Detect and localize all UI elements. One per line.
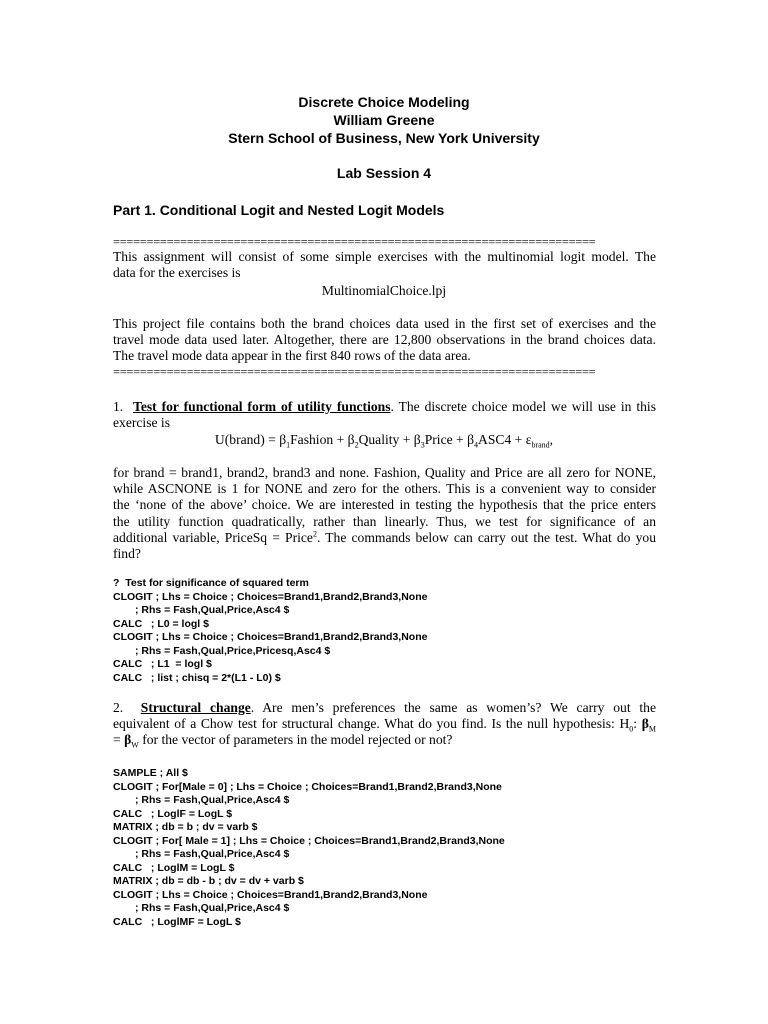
intro-line-1: This assignment will consist of some simple exercises with the multinomial logit model. The [113, 249, 656, 264]
title-block [0, 93, 768, 147]
project-line-2: travel mode data used later. Altogether, there are 12,800 observations in the brand choices data. [113, 332, 656, 348]
q1-body-line-5 [113, 530, 656, 546]
code-line: CALC ; list ; chisq = 2*(L1 - L0) $ [113, 671, 281, 684]
code-line: CLOGIT ; Lhs = Choice ; Choices=Brand1,Brand2,Brand3,None [113, 590, 428, 603]
code-line: MATRIX ; db = b ; dv = varb $ [113, 821, 258, 833]
q1-body-line-6: find? [113, 546, 141, 562]
q1-body-line-2: while ASCNONE is 1 for NONE and zero for the others. This is a convenient way to consider [113, 481, 656, 497]
code-line: CLOGIT ; Lhs = Choice ; Choices=Brand1,Brand2,Brand3,None [113, 631, 428, 643]
author-name: William Greene [333, 112, 435, 128]
eq-sub-2: 2 [354, 440, 359, 450]
eq-sub-3: 3 [420, 440, 425, 450]
institution-name: Stern School of Business, New York University [228, 130, 540, 146]
q1-body-line-5a: additional variable, PriceSq = Price [113, 529, 313, 545]
q2-line-2a: equivalent of a Chow test for structural change. What do you find. Is the null hypothesis: H [113, 716, 630, 732]
q2-colon: : [633, 716, 642, 732]
q1-body-line-3: the ‘none of the above’ choice. We are interested in testing the hypothesis that the price enters [113, 497, 656, 513]
utility-equation [0, 432, 768, 448]
code-line: CLOGIT ; Lhs = Choice ; Choices=Brand1,Brand2,Brand3,None [113, 888, 428, 901]
q2-line-3b: for the vector of parameters in the model rejected or not? [138, 732, 453, 748]
code-line: CLOGIT ; For[Male = 0] ; Lhs = Choice ; Choices=Brand1,Brand2,Brand3,None [113, 780, 502, 793]
project-line-3: The travel mode data appear in the first 840 rows of the data area. [113, 348, 471, 364]
code-line: ; Rhs = Fash,Qual,Price,Asc4 $ [135, 902, 290, 914]
eq-sub-1: 1 [286, 440, 291, 450]
q2-beta-w-subscript: W [131, 741, 139, 751]
question-2-heading: Structural change [140, 700, 251, 715]
question-2-number: 2. [113, 700, 124, 715]
lab-session-title: Lab Session 4 [336, 165, 432, 181]
q1-body-line-1: for brand = brand1, brand2, brand3 and none. Fashion, Quality and Price are all zero for NONE, [113, 465, 656, 480]
code-line: CALC ; LoglF = LogL $ [113, 807, 233, 820]
question-1-heading: Test for functional form of utility functions [133, 399, 391, 414]
question-1-line-2: exercise is [113, 415, 170, 431]
project-description [113, 316, 656, 365]
separator-bottom: ======================================================================== [113, 365, 596, 379]
part-title: Part 1. Conditional Logit and Nested Logit Models [113, 202, 445, 218]
code-line: ; Rhs = Fash,Qual,Price,Asc4 $ [135, 604, 290, 616]
q1-body-line-4: the utility function quadratically, rather than linearly. Thus, we test for significance of an [113, 513, 656, 529]
code-line: CALC ; LoglM = LogL $ [113, 861, 235, 874]
q2-beta-w: β [124, 732, 132, 748]
q2-line-3a: = [113, 732, 125, 748]
question-1-line-1-rest: . The discrete choice model we will use in this [390, 399, 656, 414]
q1-superscript: 2 [312, 529, 317, 539]
question-2-line-1-rest: . Are men’s preferences the same as women’s? We carry out the [250, 700, 657, 715]
data-file-name: MultinomialChoice.lpj [321, 283, 447, 298]
question-1-intro [113, 399, 656, 431]
code-line: CLOGIT ; For[ Male = 1] ; Lhs = Choice ; Choices=Brand1,Brand2,Brand3,None [113, 834, 505, 847]
question-1-number: 1. [113, 399, 124, 414]
separator-top: ======================================================================== [113, 235, 596, 249]
eq-eps-sub: brand [531, 440, 550, 450]
code-line: CALC ; L1 = logl $ [113, 658, 212, 670]
eq-sub-4: 4 [474, 440, 479, 450]
q2-beta-m: β [641, 716, 649, 732]
code-line: CALC ; L0 = logl $ [113, 617, 209, 630]
document-title: Discrete Choice Modeling [298, 94, 470, 110]
q1-body-line-5b: . The commands below can carry out the test. What do you [316, 529, 657, 545]
question-2-intro [113, 700, 656, 749]
eq-term-1: Fashion + β [290, 432, 355, 447]
code-line: MATRIX ; db = db - b ; dv = dv + varb $ [113, 875, 304, 887]
question-2-line-1 [113, 700, 656, 716]
question-2-line-2 [113, 716, 656, 732]
eq-end: , [549, 432, 554, 447]
eq-term-2: Quality + β [358, 432, 421, 447]
code-line: ; Rhs = Fash,Qual,Price,Asc4 $ [135, 794, 290, 806]
q2-h-subscript: 0 [629, 724, 634, 734]
eq-lhs: U(brand) = β [214, 432, 287, 447]
question-1-line-1 [113, 399, 656, 415]
project-line-1: This project file contains both the brand choices data used in the first set of exercises and the [113, 316, 656, 331]
intro-line-2: data for the exercises is [113, 265, 241, 281]
question-1-body [113, 465, 656, 562]
intro-paragraph [113, 249, 656, 281]
eq-term-4: ASC4 + ε [478, 432, 532, 447]
code-line: ; Rhs = Fash,Qual,Price,Pricesq,Asc4 $ [135, 644, 331, 657]
eq-term-3: Price + β [424, 432, 475, 447]
question-1-code-block [113, 577, 673, 685]
q2-beta-m-subscript: M [648, 724, 656, 734]
question-2-code-block [113, 767, 673, 929]
code-line: SAMPLE ; All $ [113, 767, 188, 779]
code-line: ; Rhs = Fash,Qual,Price,Asc4 $ [135, 848, 290, 860]
code-line: ? Test for significance of squared term [113, 577, 309, 589]
question-2-line-3 [113, 732, 656, 751]
code-line: CALC ; LoglMF = LogL $ [113, 915, 241, 928]
